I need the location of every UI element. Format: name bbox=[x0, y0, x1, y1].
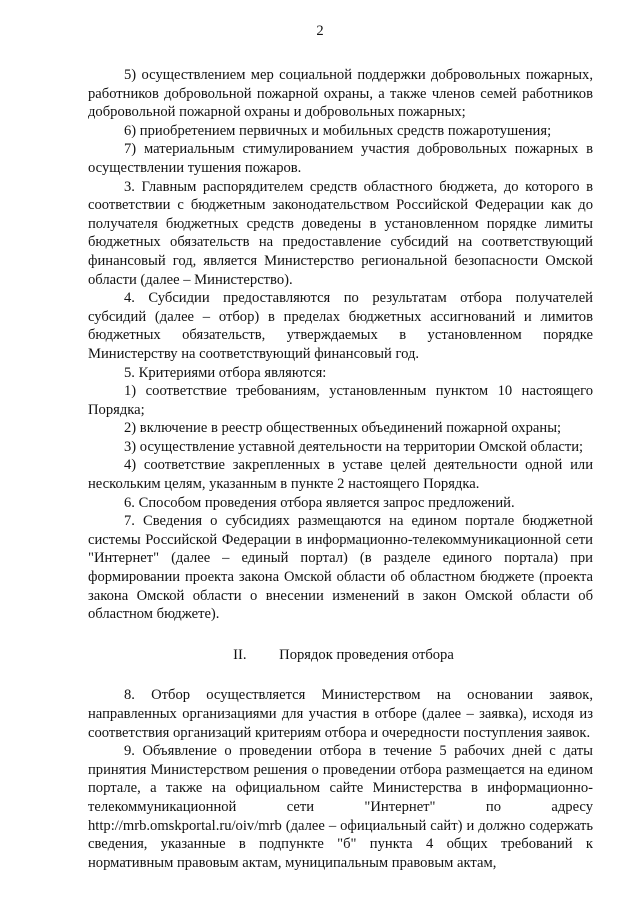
paragraph-clause-4: 4. Субсидии предоставляются по результатам отбора получателей субсидий (далее – отбор) в пределах бюджетных ассигнований и лимитов бюджетных обязательств, утверждаемых в установленном порядке Министерству на соответствующий финансовый год. bbox=[88, 290, 593, 362]
paragraph-clause-5: 5. Критериями отбора являются: bbox=[124, 364, 327, 381]
paragraph-clause-7: 7. Сведения о субсидиях размещаются на едином портале бюджетной системы Российской Федерации в информационно-телекоммуникационной сети "Интернет" (далее – единый портал) (в разделе единого портала) при формировании проекта закона Омской области об областном бюджете (проекта закона Омской области о внесении изменений в закон Омской области об областном бюджете). bbox=[88, 513, 593, 623]
paragraph-clause-3: 3. Главным распорядителем средств областного бюджета, до которого в соответствии с бюджетным законодательством Российской Федерации как до получателя бюджетных средств доведены в установленном порядке лимиты бюджетных обязательств на предоставление субсидий на соответствующий финансовый год, является Министерство региональной безопасности Омской области (далее – Министерство). bbox=[88, 178, 593, 288]
section-title: Порядок проведения отбора bbox=[279, 646, 454, 663]
document-body bbox=[88, 66, 593, 872]
paragraph-item-6: 6) приобретением первичных и мобильных средств пожаротушения; bbox=[124, 122, 552, 139]
paragraph-criterion-1: 1) соответствие требованиям, установленным пунктом 10 настоящего Порядка; bbox=[88, 383, 593, 418]
section-heading bbox=[88, 646, 593, 665]
paragraph-criterion-2: 2) включение в реестр общественных объединений пожарной охраны; bbox=[124, 420, 562, 437]
page-number: 2 bbox=[316, 23, 324, 39]
paragraph-clause-9: 9. Объявление о проведении отбора в течение 5 рабочих дней с даты принятия Министерством решения о проведении отбора размещается на едином портале, а также на официальном сайте Министерства в информационно-телекоммуникационной сети "Интернет" по адресу http://mrb.omskportal.ru/oiv/mrb (далее – официальный сайт) и должно содержать сведения, указанные в подпункте "б" пункта 4 общих требований к нормативным правовым актам, муниципальным правовым актам, bbox=[88, 743, 593, 871]
paragraph-clause-6: 6. Способом проведения отбора является запрос предложений. bbox=[124, 494, 515, 511]
paragraph-item-7: 7) материальным стимулированием участия добровольных пожарных в осуществлении тушения пожаров. bbox=[88, 141, 593, 176]
paragraph-criterion-3: 3) осуществление уставной деятельности на территории Омской области; bbox=[124, 438, 584, 455]
section-number: II. bbox=[233, 646, 247, 663]
paragraph-criterion-4: 4) соответствие закрепленных в уставе целей деятельности одной или нескольким целям, указанным в пункте 2 настоящего Порядка. bbox=[88, 457, 593, 493]
paragraph-clause-8: 8. Отбор осуществляется Министерством на основании заявок, направленных организациями для участия в отборе (далее – заявка), исходя из соответствия организаций критериям отбора и очередности поступления заявок. bbox=[88, 687, 593, 741]
paragraph-item-5: 5) осуществлением мер социальной поддержки добровольных пожарных, работников добровольной пожарной охраны, а также членов семей работников добровольной пожарной охраны и добровольных пожарных; bbox=[88, 67, 593, 121]
